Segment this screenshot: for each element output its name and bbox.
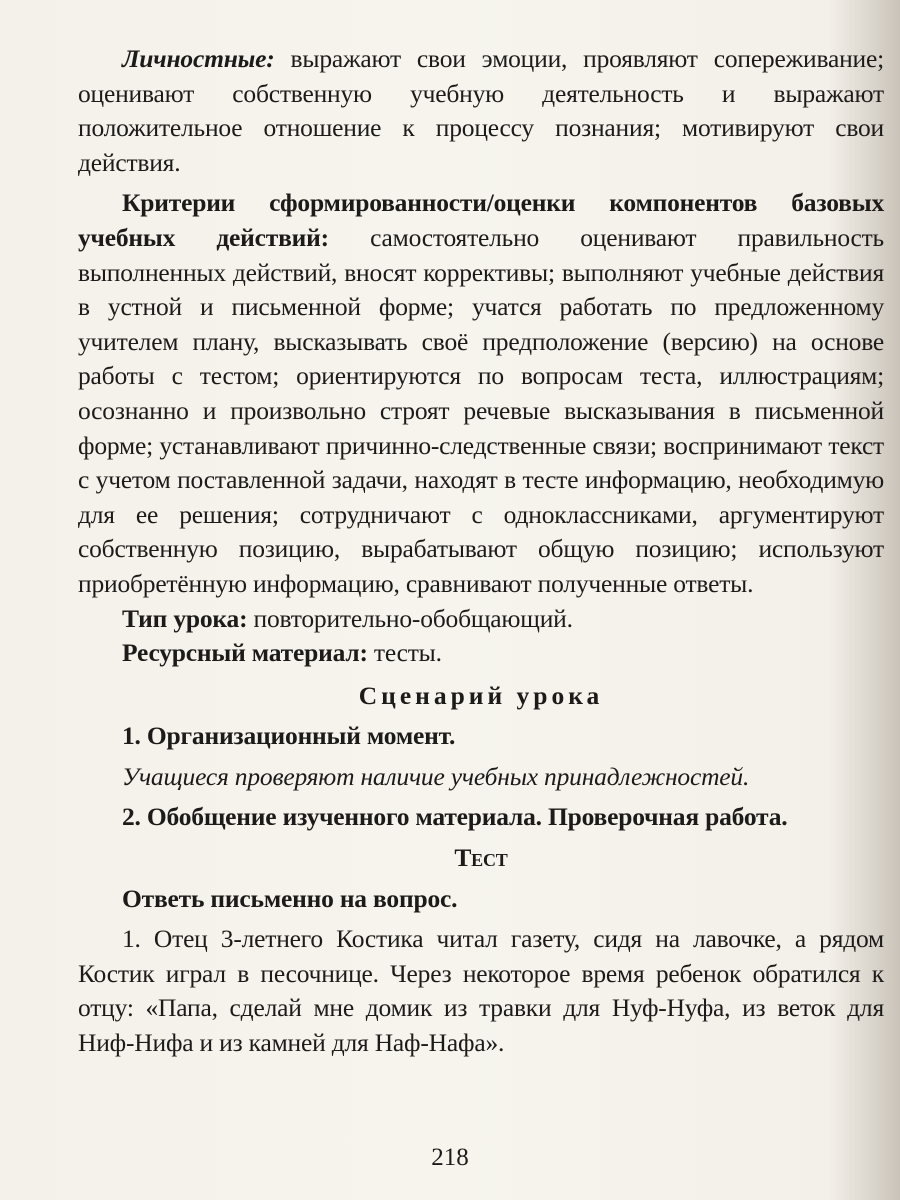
step-1-heading: 1. Организационный момент. [122,721,456,751]
scenario-heading: Сценарий урока [358,680,604,710]
personal-label: Личностные: [122,44,275,73]
step-1-note: Учащиеся проверяют наличие учебных принадлежностей. [122,761,750,791]
test-question-1: 1. Отец 3-летнего Костика читал газету, сидя на лавочке, а рядом Костик играл в песочнице. Через некоторое время ребенок обратился к отцу: «Папа, сделай мне домик из травки для Нуф-Нуфа, из веток для Ниф-Нифа и из камней для Наф-Нафа». [78,924,884,1058]
test-heading: Тест [454,843,508,873]
page-content [78,42,884,1061]
lesson-type-text: повторительно-обобщающий. [247,603,573,633]
personal-text: выражают свои эмоции, проявляют сопереживание; оценивают собственную учебную деятельность и выражают положительное отношение к процессу познания; мотивируют свои действия. [78,44,884,177]
test-instruction: Ответь письменно на вопрос. [122,883,458,913]
criteria-label: Критерии сформированности/оценки компонентов базовых учебных действий: [78,188,884,252]
lesson-type-paragraph [78,602,884,637]
criteria-text: самостоятельно оценивают правильность выполненных действий, вносят коррективы; выполняют учебные действия в устной и письменной форме; учатся работать по предложенному учителем плану, высказывать своё предположение (версию) на основе работы с тестом; ориентируются по вопросам теста, иллюстрациям; осознанно и произвольно строят речевые высказывания в письменной форме; устанавливают причинно-следственные связи; воспринимают текст с учетом поставленной задачи, находят в тесте информацию, необходимую для ее решения; сотрудничают с одноклассниками, аргументируют собственную позицию, вырабатывают общую позицию; используют приобретённую информацию, сравнивают полученные ответы. [78,222,884,598]
resource-paragraph [78,636,884,671]
personal-paragraph [78,42,884,180]
criteria-paragraph [78,186,884,601]
page-number: 218 [431,1144,469,1171]
resource-label: Ресурсный материал: [122,638,368,668]
lesson-type-label: Тип урока: [122,603,248,633]
step-2-heading: 2. Обобщение изученного материала. Проверочная работа. [122,802,788,832]
resource-text: тесты. [367,638,442,668]
